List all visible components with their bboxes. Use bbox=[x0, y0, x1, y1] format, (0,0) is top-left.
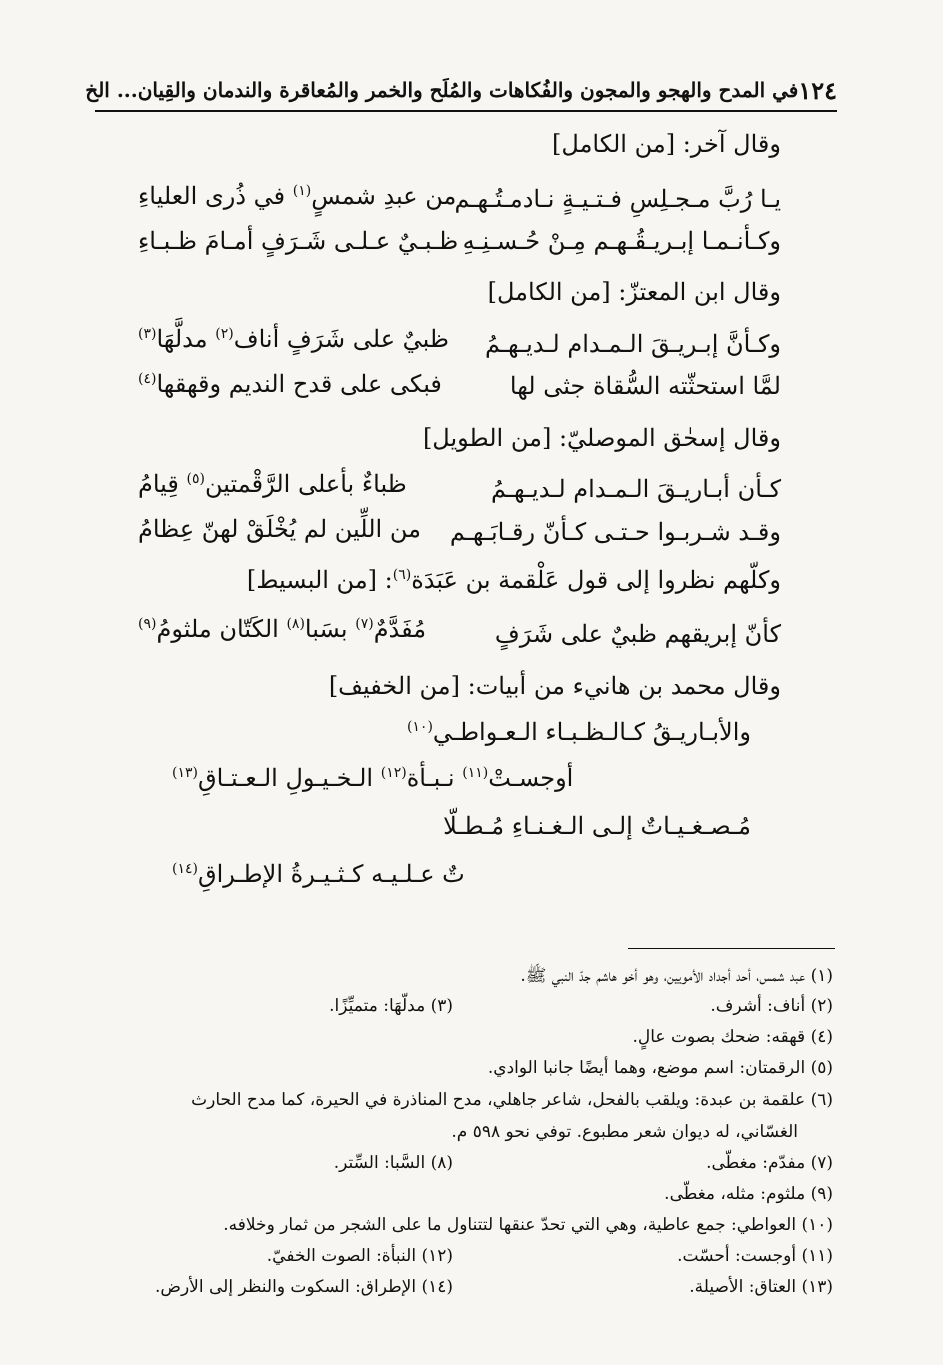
verse-1-first-hemistich: يـا رُبَّ مـجـلِسِ فـتـيـةٍ نـادمـتُـهـم bbox=[454, 185, 781, 213]
page-header bbox=[85, 70, 837, 112]
footnote-7: (٧) مفدّم: مغطّى. bbox=[706, 1153, 833, 1173]
poem-line-2: أوجسـتْ$^{(١١)}$ نـبـأة$^{(١٢)}$ الـخـيـولِ الـعـتـاقِ$^{(١٣)}$ bbox=[172, 764, 574, 792]
footnote-6-continued: الغسّاني، له ديوان شعر مطبوع. توفي نحو ٥٩٨ م. bbox=[451, 1122, 798, 1142]
footnote-8: (٨) السَّبا: السِّتر. bbox=[333, 1153, 453, 1173]
verse-4-second-hemistich: فبكى على قدح النديم وقهقها$^{(٤)}$ bbox=[138, 370, 442, 398]
footnote-2: (٢) أناف: أشرف. bbox=[710, 996, 833, 1016]
footnote-5: (٥) الرقمتان: اسم موضع، وهما أيضًا جانبا الوادي. bbox=[487, 1058, 833, 1078]
poem-line-3: مُـصـغـيـاتٌ إلـى الـغـنـاءِ مُـطـلّا bbox=[443, 812, 751, 840]
intro-line-3: وقال إسحٰق الموصليّ: [من الطويل] bbox=[422, 424, 781, 452]
intro-line-5: وقال محمد بن هانيء من أبيات: [من الخفيف] bbox=[328, 672, 781, 700]
verse-7-first-hemistich: كأنّ إبريقهم ظبيٌ على شَرَفٍ bbox=[494, 620, 781, 648]
footnote-14: (١٤) الإطراق: السكوت والنظر إلى الأرض. bbox=[155, 1277, 453, 1297]
page-number: ١٢٤ bbox=[798, 75, 837, 105]
footnote-separator bbox=[628, 948, 835, 949]
intro-line-1: وقال آخر: [من الكامل] bbox=[552, 130, 781, 158]
verse-1-second-hemistich: من عبدِ شمسٍ$^{(١)}$ في ذُرى العلياءِ bbox=[138, 182, 457, 210]
intro-line-2: وقال ابن المعتزّ: [من الكامل] bbox=[487, 278, 781, 306]
footnote-4: (٤) قهقه: ضحك بصوت عالٍ. bbox=[632, 1027, 833, 1047]
footnote-13: (١٣) العتاق: الأصيلة. bbox=[689, 1277, 833, 1297]
footnote-3: (٣) مدلّهَا: متميِّزًا. bbox=[329, 996, 453, 1016]
verse-4-first-hemistich: لمَّا استحثّته السُّقاة جثى لها bbox=[509, 372, 781, 400]
verse-6-second-hemistich: من اللِّين لم يُخْلَقْ لهنّ عِظامُ bbox=[138, 515, 421, 543]
footnote-12: (١٢) النبأة: الصوت الخفيّ. bbox=[266, 1246, 453, 1266]
verse-2-second-hemistich: ظـبـيٌ عـلـى شَـرَفٍ أمـامَ ظـبـاءِ bbox=[138, 227, 459, 255]
verse-6-first-hemistich: وقـد شـربـوا حـتـى كـأنّ رقـابَـهـم bbox=[449, 518, 781, 546]
footnote-1: (١) عبد شمس، أحد أجداد الأمويين، وهو أخو هاشم جدّ النبي ﷺ. bbox=[520, 966, 833, 986]
verse-7-second-hemistich: مُفَدَّمٌ$^{(٧)}$ بسَبا$^{(٨)}$ الكَتّان ملثومُ$^{(٩)}$ bbox=[138, 615, 427, 643]
verse-2-first-hemistich: وكـأنـمـا إبـريـقُـهـم مِـنْ حُـسـنِـهِ bbox=[462, 227, 781, 255]
running-title: في المدح والهجو والمجون والفُكاهات والمُلَح والخمر والمُعاقرة والندمان والقِيان... الخ bbox=[85, 78, 799, 102]
verse-5-first-hemistich: كـأن أبـاريـقَ الـمـدام لـديـهـمُ bbox=[490, 475, 781, 503]
footnote-6: (٦) علقمة بن عبدة: ويلقب بالفحل، شاعر جاهلي، مدح المناذرة في الحيرة، كما مدح الحارث bbox=[191, 1090, 833, 1110]
intro-line-4: وكلّهم نظروا إلى قول عَلْقمة بن عَبَدَة$^{(٦)}$: [من البسيط] bbox=[246, 566, 781, 594]
verse-5-second-hemistich: ظباءٌ بأعلى الرَّقْمتين$^{(٥)}$ قِيامُ bbox=[138, 470, 407, 498]
footnote-9: (٩) ملثوم: مثله، مغطّى. bbox=[664, 1184, 833, 1204]
verse-3-second-hemistich: ظبيٌ على شَرَفٍ أناف$^{(٢)}$ مدلَّهَا$^{(٣)}$ bbox=[138, 325, 449, 353]
footnote-11: (١١) أوجست: أحسّت. bbox=[677, 1246, 833, 1266]
poem-line-1: والأبـاريـقُ كـالـظـبـاء الـعـواطـي$^{(١٠)}$ bbox=[406, 718, 751, 746]
verse-3-first-hemistich: وكـأنَّ إبـريـقَ الـمـدام لـديـهـمُ bbox=[485, 330, 781, 358]
poem-line-4: تٌ عـلـيـه كـثـيـرةُ الإطـراقِ$^{(١٤)}$ bbox=[172, 860, 465, 888]
footnote-10: (١٠) العواطي: جمع عاطية، وهي التي تحدّ عنقها لتتناول ما على الشجر من ثمار وخلافه. bbox=[223, 1215, 833, 1235]
